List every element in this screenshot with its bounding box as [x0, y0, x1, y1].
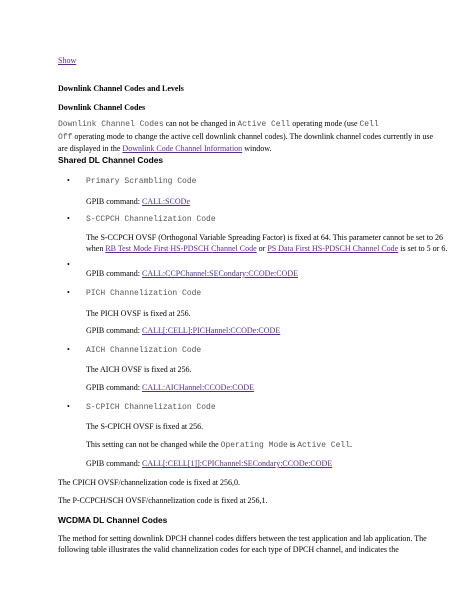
scpich-gpib [86, 458, 332, 469]
code-active-cell-2: Active Cell [297, 441, 351, 450]
gpib-prefix: GPIB command: [86, 383, 142, 392]
gpib-prefix: GPIB command: [86, 459, 142, 468]
sccpch-text-2: or [256, 243, 268, 253]
psc-gpib [86, 196, 190, 207]
aich-label: AICH Channelization Code [86, 346, 202, 355]
gpib-prefix: GPIB command: [86, 269, 142, 278]
rb-test-mode-link[interactable]: RB Test Mode First HS-PDSCH Channel Code [105, 243, 257, 253]
pich-text: The PICH OVSF is fixed at 256. [86, 309, 191, 318]
code-off: Off [58, 132, 73, 142]
code-operating-mode: Operating Mode [220, 441, 288, 450]
intro-text-2: operating mode (use [290, 119, 360, 128]
sccpch-text-1: The S-CCPCH OVSF (Orthogonal Variable Spreading Factor) is fixed at 64. This parameter cannot be set to 26 when [86, 233, 443, 253]
call-scode-link[interactable]: CALL:SCODe [142, 197, 190, 206]
shared-dl-heading: Shared DL Channel Codes [58, 155, 164, 165]
sccpch-label: S-CCPCH Channelization Code [86, 215, 216, 224]
bullet-icon-pich: • [67, 288, 70, 297]
sccpch-gpib [86, 268, 298, 279]
code-active-cell: Active Cell [237, 120, 291, 129]
call-ccpchannel-link[interactable]: CALL:CCPChannel:SECondary:CCODe:CODE [142, 269, 298, 278]
bullet-icon: • [67, 260, 70, 269]
aich-gpib [86, 382, 254, 393]
intro-paragraph [58, 118, 443, 155]
scpich-note [86, 439, 352, 451]
bullet-icon: • [67, 345, 70, 354]
show-link[interactable]: Show [58, 56, 77, 65]
section-subtitle: Downlink Channel Codes [58, 103, 146, 112]
bullet-icon: • [67, 214, 70, 223]
psc-label: Primary Scrambling Code [86, 177, 197, 186]
intro-text-3: operating mode to change the active cell downlink channel codes). The downlink channel codes currently in use are displayed in the [58, 131, 434, 153]
cpich-text: The CPICH OVSF/channelization code is fixed at 256,0. [58, 478, 240, 487]
pich-gpib [86, 325, 280, 336]
gpib-prefix: GPIB command: [86, 326, 142, 335]
scpich-text: The S-CPICH OVSF is fixed at 256. [86, 422, 204, 431]
call-aichannel-link[interactable]: CALL:AICHannel:CCODe:CODE [142, 383, 254, 392]
sccpch-text-3: is set to 5 or 6. [398, 243, 448, 253]
scpich-note-text-3: . [350, 440, 353, 449]
scpich-note-text-2: is [287, 440, 298, 449]
ps-data-link[interactable]: PS Data First HS-PDSCH Channel Code [267, 243, 399, 253]
sccpch-paragraph [86, 233, 451, 254]
downlink-code-channel-info-link[interactable]: Downlink Code Channel Information [122, 144, 243, 153]
bullet-icon: • [67, 402, 70, 411]
scpich-label: S-CPICH Channelization Code [86, 403, 216, 412]
gpib-prefix: GPIB command: [86, 197, 142, 206]
call-pichannel-link[interactable]: CALL[:CELL]:PICHannel:CCODe:CODE [142, 326, 281, 335]
wcdma-paragraph: The method for setting downlink DPCH channel codes differs between the test application and lab application. The following table illustrates the valid channelization codes for each type of DPCH channel, and indicates the [58, 534, 427, 554]
document-title: Downlink Channel Codes and Levels [58, 84, 184, 93]
aich-text: The AICH OVSF is fixed at 256. [86, 365, 192, 374]
intro-text-1: can not be changed in [163, 119, 238, 128]
code-cell: Cell [359, 120, 379, 129]
scpich-note-text-1: This setting can not be changed while the [86, 440, 221, 449]
wcdma-heading: WCDMA DL Channel Codes [58, 515, 168, 525]
call-cpichannel-link[interactable]: CALL[:CELL[1]]:CPIChannel:SECondary:CCODe:CODE [142, 459, 333, 468]
pich-channelization-label: PICH Channelization Code [86, 289, 202, 298]
code-downlink-channel-codes: Downlink Channel Codes [58, 120, 164, 129]
bullet-icon: • [67, 176, 70, 185]
pccpch-text: The P-CCPCH/SCH OVSF/channelization code is fixed at 256,1. [58, 496, 268, 505]
intro-text-4: window. [242, 144, 272, 153]
